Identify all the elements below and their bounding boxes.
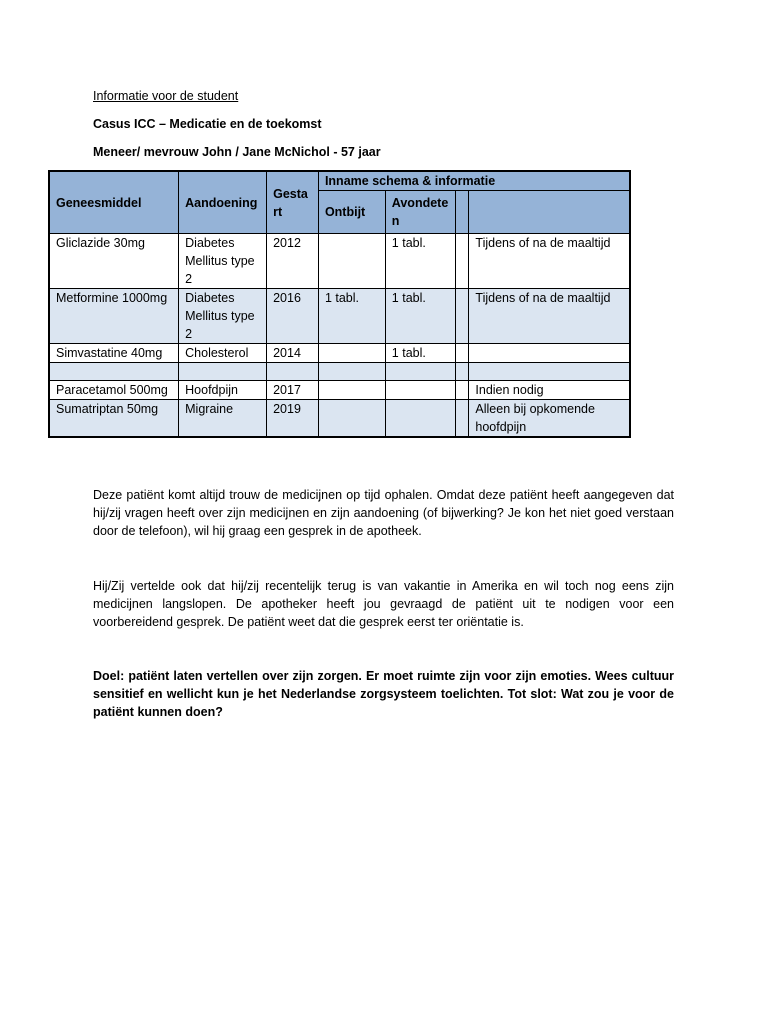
cell-avond [385, 363, 456, 381]
cell-cond: Hoofdpijn [179, 381, 267, 400]
cell-cond: Migraine [179, 400, 267, 438]
cell-ontbijt [318, 400, 385, 438]
cell-extra [456, 400, 469, 438]
table-row [49, 344, 630, 363]
cell-info: Tijdens of na de maaltijd [469, 234, 630, 289]
table-row [49, 289, 630, 344]
cell-cond [179, 363, 267, 381]
cell-cond: Diabetes Mellitus type 2 [179, 234, 267, 289]
header-geneesmiddel: Geneesmiddel [49, 171, 179, 234]
cell-med: Paracetamol 500mg [49, 381, 179, 400]
table-row [49, 234, 630, 289]
cell-med: Sumatriptan 50mg [49, 400, 179, 438]
cell-med: Simvastatine 40mg [49, 344, 179, 363]
cell-ontbijt: 1 tabl. [318, 289, 385, 344]
paragraph-vacation: Hij/Zij vertelde ook dat hij/zij recentelijk terug is van vakantie in Amerika en wil toch nog eens zijn medicijnen langslopen. De apotheker heeft jou gevraagd de patiënt uit te nodigen voor een voorbereidend gesprek. De patiënt weet dat die gesprek eerst ter oriëntatie is. [93, 579, 674, 629]
cell-ontbijt [318, 363, 385, 381]
cell-avond: 1 tabl. [385, 289, 456, 344]
cell-cond: Cholesterol [179, 344, 267, 363]
cell-avond [385, 400, 456, 438]
cell-avond: 1 tabl. [385, 234, 456, 289]
cell-cond: Diabetes Mellitus type 2 [179, 289, 267, 344]
patient-line: Meneer/ mevrouw John / Jane McNichol - 57 jaar [93, 145, 381, 159]
cell-extra [456, 234, 469, 289]
header-empty [469, 191, 630, 234]
cell-year: 2012 [267, 234, 319, 289]
header-ontbijt: Ontbijt [318, 191, 385, 234]
header-avondeten: Avondete n [385, 191, 456, 234]
medication-table [48, 170, 631, 438]
cell-avond: 1 tabl. [385, 344, 456, 363]
cell-med: Metformine 1000mg [49, 289, 179, 344]
header-inname: Inname schema & informatie [318, 171, 630, 191]
cell-extra [456, 289, 469, 344]
cell-info [469, 344, 630, 363]
cell-year [267, 363, 319, 381]
cell-med [49, 363, 179, 381]
cell-extra [456, 381, 469, 400]
cell-med: Gliclazide 30mg [49, 234, 179, 289]
header-gestart: Gesta rt [267, 171, 319, 234]
table-row [49, 381, 630, 400]
cell-ontbijt [318, 234, 385, 289]
table-row [49, 400, 630, 438]
cell-info: Alleen bij opkomende hoofdpijn [469, 400, 630, 438]
cell-extra [456, 363, 469, 381]
cell-info: Indien nodig [469, 381, 630, 400]
header-aandoening: Aandoening [179, 171, 267, 234]
paragraph-goal: Doel: patiënt laten vertellen over zijn zorgen. Er moet ruimte zijn voor zijn emoties. Wees cultuur sensitief en wellicht kun je het Nederlandse zorgsysteem toelichten. Tot slot: Wat zou je voor de patiënt kunnen doen? [93, 669, 674, 719]
casus-title: Casus ICC – Medicatie en de toekomst [93, 117, 322, 131]
cell-info [469, 363, 630, 381]
cell-year: 2019 [267, 400, 319, 438]
cell-year: 2016 [267, 289, 319, 344]
cell-info: Tijdens of na de maaltijd [469, 289, 630, 344]
cell-avond [385, 381, 456, 400]
cell-ontbijt [318, 381, 385, 400]
header-empty [456, 191, 469, 234]
paragraph-intro: Deze patiënt komt altijd trouw de medicijnen op tijd ophalen. Omdat deze patiënt heeft aangegeven dat hij/zij vragen heeft over zijn medicijnen en zijn aandoening (of bijwerking? Je kon het niet goed verstaan door de telefoon), wil hij graag een gesprek in de apotheek. [93, 488, 674, 538]
cell-year: 2014 [267, 344, 319, 363]
cell-extra [456, 344, 469, 363]
cell-year: 2017 [267, 381, 319, 400]
table-row [49, 363, 630, 381]
info-heading: Informatie voor de student [93, 89, 239, 103]
cell-ontbijt [318, 344, 385, 363]
